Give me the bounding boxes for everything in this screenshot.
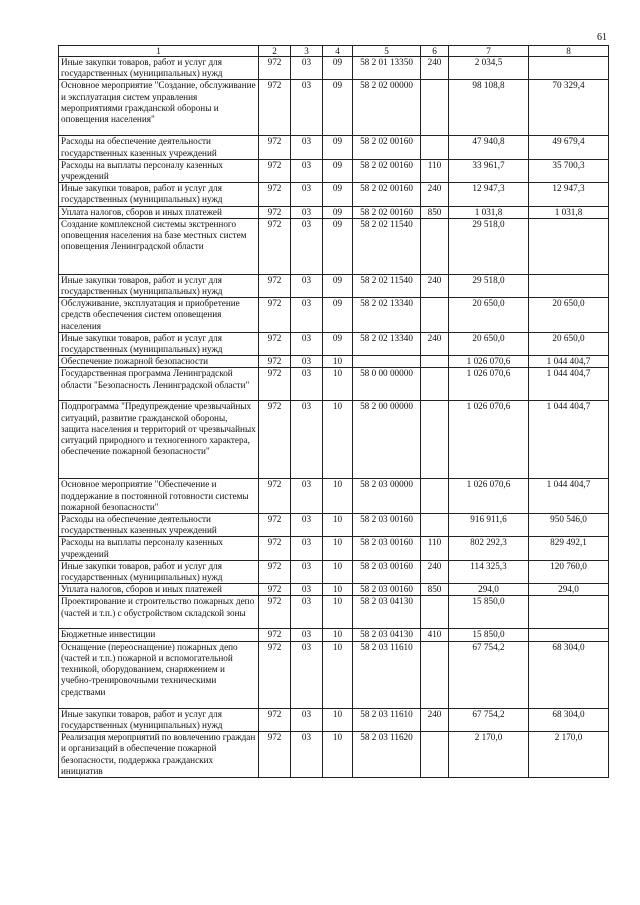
cell-ministry-code: 972	[259, 298, 291, 333]
cell-target-article: 58 2 02 13340	[353, 332, 421, 355]
cell-description: Оснащение (переоснащение) пожарных депо (частей и т.п.) пожарной и вспомогательной техникой, оборудованием, снаряжением и учебно-тренировочными техническими средствами	[59, 641, 259, 708]
cell-expense-type	[421, 732, 449, 778]
cell-amount-year-1: 1 026 070,6	[449, 356, 529, 368]
table-row	[59, 514, 609, 537]
cell-description: Реализация мероприятий по вовлечению граждан и организаций в обеспечение пожарной безопасности, поддержка гражданских инициатив	[59, 732, 259, 778]
cell-section: 03	[291, 218, 323, 274]
cell-expense-type: 850	[421, 206, 449, 218]
table-row	[59, 708, 609, 731]
cell-target-article: 58 2 02 00160	[353, 136, 421, 159]
cell-target-article: 58 2 02 00160	[353, 206, 421, 218]
table-row	[59, 641, 609, 708]
header-row	[59, 46, 609, 57]
cell-target-article: 58 2 03 00160	[353, 584, 421, 596]
cell-section: 03	[291, 596, 323, 629]
table-row	[59, 206, 609, 218]
cell-amount-year-1: 98 108,8	[449, 80, 529, 136]
cell-amount-year-2: 294,0	[529, 584, 609, 596]
cell-section: 03	[291, 537, 323, 560]
table-row	[59, 596, 609, 629]
table-row	[59, 218, 609, 274]
cell-amount-year-2: 2 170,0	[529, 732, 609, 778]
cell-amount-year-2: 1 031,8	[529, 206, 609, 218]
table-row	[59, 479, 609, 514]
cell-amount-year-1: 802 292,3	[449, 537, 529, 560]
cell-subsection: 10	[323, 537, 353, 560]
cell-amount-year-2: 1 044 404,7	[529, 356, 609, 368]
cell-ministry-code: 972	[259, 136, 291, 159]
cell-subsection: 09	[323, 183, 353, 206]
cell-subsection: 10	[323, 732, 353, 778]
cell-amount-year-2: 120 760,0	[529, 560, 609, 583]
cell-ministry-code: 972	[259, 332, 291, 355]
cell-target-article: 58 2 02 00160	[353, 183, 421, 206]
cell-ministry-code: 972	[259, 159, 291, 182]
cell-amount-year-2: 1 044 404,7	[529, 368, 609, 401]
cell-amount-year-1: 33 961,7	[449, 159, 529, 182]
cell-subsection: 09	[323, 218, 353, 274]
cell-ministry-code: 972	[259, 57, 291, 80]
table-row	[59, 356, 609, 368]
cell-amount-year-1: 294,0	[449, 584, 529, 596]
table-row	[59, 159, 609, 182]
cell-amount-year-1: 20 650,0	[449, 332, 529, 355]
cell-target-article: 58 2 03 00160	[353, 537, 421, 560]
cell-target-article	[353, 356, 421, 368]
cell-subsection: 09	[323, 298, 353, 333]
cell-subsection: 10	[323, 629, 353, 641]
cell-ministry-code: 972	[259, 708, 291, 731]
cell-expense-type	[421, 136, 449, 159]
cell-section: 03	[291, 206, 323, 218]
cell-target-article: 58 2 03 04130	[353, 596, 421, 629]
cell-target-article: 58 2 03 11610	[353, 641, 421, 708]
column-header: 2	[259, 46, 291, 57]
cell-description: Бюджетные инвестиции	[59, 629, 259, 641]
cell-expense-type	[421, 218, 449, 274]
cell-description: Обеспечение пожарной безопасности	[59, 356, 259, 368]
cell-section: 03	[291, 708, 323, 731]
cell-target-article: 58 0 00 00000	[353, 368, 421, 401]
cell-amount-year-1: 15 850,0	[449, 629, 529, 641]
cell-ministry-code: 972	[259, 274, 291, 297]
column-header: 3	[291, 46, 323, 57]
cell-section: 03	[291, 274, 323, 297]
cell-subsection: 10	[323, 560, 353, 583]
cell-expense-type	[421, 514, 449, 537]
cell-expense-type: 110	[421, 159, 449, 182]
cell-section: 03	[291, 584, 323, 596]
cell-expense-type: 240	[421, 274, 449, 297]
cell-ministry-code: 972	[259, 183, 291, 206]
cell-amount-year-2	[529, 629, 609, 641]
cell-section: 03	[291, 629, 323, 641]
cell-target-article: 58 2 00 00000	[353, 401, 421, 479]
cell-target-article: 58 2 03 11620	[353, 732, 421, 778]
cell-description: Основное мероприятие "Обеспечение и поддержание в постоянной готовности системы пожарной безопасности"	[59, 479, 259, 514]
cell-target-article: 58 2 02 13340	[353, 298, 421, 333]
cell-subsection: 09	[323, 206, 353, 218]
cell-description: Создание комплексной системы экстренного оповещения населения на базе местных систем оповещения Ленинградской области	[59, 218, 259, 274]
table-row	[59, 560, 609, 583]
cell-amount-year-1: 47 940,8	[449, 136, 529, 159]
cell-amount-year-1: 67 754,2	[449, 708, 529, 731]
cell-subsection: 10	[323, 368, 353, 401]
cell-description: Подпрограмма "Предупреждение чрезвычайных ситуаций, развитие гражданской обороны, защита населения и территорий от чрезвычайных ситуаций природного и техногенного характера, обеспечение пожарной безопасности"	[59, 401, 259, 479]
cell-subsection: 10	[323, 401, 353, 479]
cell-amount-year-2: 35 700,3	[529, 159, 609, 182]
cell-target-article: 58 2 02 00160	[353, 159, 421, 182]
cell-amount-year-2: 68 304,0	[529, 641, 609, 708]
cell-subsection: 10	[323, 641, 353, 708]
cell-description: Уплата налогов, сборов и иных платежей	[59, 584, 259, 596]
table-row	[59, 368, 609, 401]
cell-description: Расходы на обеспечение деятельности государственных казенных учреждений	[59, 136, 259, 159]
cell-subsection: 10	[323, 584, 353, 596]
cell-ministry-code: 972	[259, 537, 291, 560]
cell-expense-type	[421, 356, 449, 368]
cell-section: 03	[291, 560, 323, 583]
cell-target-article: 58 2 03 04130	[353, 629, 421, 641]
cell-target-article: 58 2 02 11540	[353, 274, 421, 297]
cell-amount-year-1: 67 754,2	[449, 641, 529, 708]
table-row	[59, 183, 609, 206]
cell-ministry-code: 972	[259, 641, 291, 708]
cell-amount-year-2: 12 947,3	[529, 183, 609, 206]
cell-amount-year-1: 20 650,0	[449, 298, 529, 333]
column-header: 4	[323, 46, 353, 57]
cell-subsection: 09	[323, 274, 353, 297]
page-number: 61	[597, 32, 607, 43]
cell-description: Обслуживание, эксплуатация и приобретение средств обеспечения систем оповещения населения	[59, 298, 259, 333]
cell-description: Проектирование и строительство пожарных депо (частей и т.п.) с обустройством складской зоны	[59, 596, 259, 629]
cell-section: 03	[291, 159, 323, 182]
cell-section: 03	[291, 332, 323, 355]
table-row	[59, 629, 609, 641]
cell-target-article: 58 2 02 00000	[353, 80, 421, 136]
cell-expense-type: 240	[421, 708, 449, 731]
cell-amount-year-1: 12 947,3	[449, 183, 529, 206]
cell-subsection: 10	[323, 514, 353, 537]
cell-description: Иные закупки товаров, работ и услуг для государственных (муниципальных) нужд	[59, 57, 259, 80]
cell-amount-year-1: 1 031,8	[449, 206, 529, 218]
table-row	[59, 298, 609, 333]
cell-amount-year-2: 1 044 404,7	[529, 479, 609, 514]
cell-ministry-code: 972	[259, 80, 291, 136]
cell-expense-type: 240	[421, 560, 449, 583]
cell-expense-type: 240	[421, 57, 449, 80]
cell-section: 03	[291, 356, 323, 368]
budget-table	[58, 45, 609, 778]
column-header: 7	[449, 46, 529, 57]
cell-expense-type	[421, 596, 449, 629]
column-header: 1	[59, 46, 259, 57]
cell-description: Уплата налогов, сборов и иных платежей	[59, 206, 259, 218]
cell-expense-type: 240	[421, 183, 449, 206]
cell-amount-year-2: 70 329,4	[529, 80, 609, 136]
cell-amount-year-2	[529, 218, 609, 274]
cell-amount-year-1: 2 170,0	[449, 732, 529, 778]
cell-description: Расходы на выплаты персоналу казенных учреждений	[59, 159, 259, 182]
cell-description: Иные закупки товаров, работ и услуг для государственных (муниципальных) нужд	[59, 560, 259, 583]
cell-section: 03	[291, 183, 323, 206]
cell-section: 03	[291, 732, 323, 778]
cell-description: Иные закупки товаров, работ и услуг для государственных (муниципальных) нужд	[59, 332, 259, 355]
cell-section: 03	[291, 136, 323, 159]
cell-expense-type	[421, 401, 449, 479]
cell-ministry-code: 972	[259, 206, 291, 218]
cell-amount-year-1: 916 911,6	[449, 514, 529, 537]
cell-expense-type	[421, 641, 449, 708]
cell-expense-type: 110	[421, 537, 449, 560]
table-row	[59, 332, 609, 355]
cell-target-article: 58 2 03 11610	[353, 708, 421, 731]
cell-amount-year-2: 1 044 404,7	[529, 401, 609, 479]
cell-section: 03	[291, 298, 323, 333]
table-row	[59, 584, 609, 596]
cell-ministry-code: 972	[259, 356, 291, 368]
cell-subsection: 10	[323, 596, 353, 629]
cell-amount-year-2: 49 679,4	[529, 136, 609, 159]
cell-amount-year-1: 29 518,0	[449, 274, 529, 297]
cell-subsection: 10	[323, 479, 353, 514]
cell-ministry-code: 972	[259, 514, 291, 537]
table-row	[59, 537, 609, 560]
cell-ministry-code: 972	[259, 732, 291, 778]
table-row	[59, 136, 609, 159]
cell-description: Государственная программа Ленинградской области "Безопасность Ленинградской области"	[59, 368, 259, 401]
cell-amount-year-1: 1 026 070,6	[449, 368, 529, 401]
cell-ministry-code: 972	[259, 629, 291, 641]
cell-ministry-code: 972	[259, 596, 291, 629]
cell-subsection: 09	[323, 136, 353, 159]
cell-expense-type	[421, 298, 449, 333]
cell-amount-year-1: 1 026 070,6	[449, 401, 529, 479]
cell-description: Основное мероприятие "Создание, обслуживание и эксплуатация систем управления мероприятиями гражданской обороны и оповещения населения"	[59, 80, 259, 136]
table-row	[59, 732, 609, 778]
cell-expense-type: 240	[421, 332, 449, 355]
cell-amount-year-2: 68 304,0	[529, 708, 609, 731]
cell-section: 03	[291, 57, 323, 80]
table-row	[59, 401, 609, 479]
cell-section: 03	[291, 401, 323, 479]
cell-amount-year-2: 950 546,0	[529, 514, 609, 537]
cell-ministry-code: 972	[259, 479, 291, 514]
cell-target-article: 58 2 01 13350	[353, 57, 421, 80]
cell-ministry-code: 972	[259, 218, 291, 274]
cell-subsection: 09	[323, 332, 353, 355]
cell-target-article: 58 2 03 00160	[353, 514, 421, 537]
cell-amount-year-2	[529, 274, 609, 297]
cell-subsection: 09	[323, 57, 353, 80]
cell-amount-year-1: 29 518,0	[449, 218, 529, 274]
cell-expense-type	[421, 368, 449, 401]
cell-description: Иные закупки товаров, работ и услуг для государственных (муниципальных) нужд	[59, 274, 259, 297]
cell-target-article: 58 2 03 00000	[353, 479, 421, 514]
cell-section: 03	[291, 368, 323, 401]
column-header: 8	[529, 46, 609, 57]
cell-amount-year-2	[529, 57, 609, 80]
cell-subsection: 10	[323, 708, 353, 731]
cell-amount-year-1: 1 026 070,6	[449, 479, 529, 514]
cell-description: Иные закупки товаров, работ и услуг для государственных (муниципальных) нужд	[59, 183, 259, 206]
cell-section: 03	[291, 641, 323, 708]
cell-amount-year-2: 829 492,1	[529, 537, 609, 560]
cell-section: 03	[291, 479, 323, 514]
cell-amount-year-2	[529, 596, 609, 629]
cell-subsection: 09	[323, 80, 353, 136]
cell-expense-type	[421, 80, 449, 136]
table-row	[59, 57, 609, 80]
cell-target-article: 58 2 03 00160	[353, 560, 421, 583]
cell-section: 03	[291, 514, 323, 537]
cell-subsection: 09	[323, 159, 353, 182]
cell-amount-year-2: 20 650,0	[529, 298, 609, 333]
cell-section: 03	[291, 80, 323, 136]
cell-ministry-code: 972	[259, 584, 291, 596]
cell-description: Расходы на выплаты персоналу казенных учреждений	[59, 537, 259, 560]
cell-subsection: 10	[323, 356, 353, 368]
column-header: 6	[421, 46, 449, 57]
cell-ministry-code: 972	[259, 368, 291, 401]
cell-amount-year-1: 114 325,3	[449, 560, 529, 583]
table-row	[59, 274, 609, 297]
cell-expense-type: 410	[421, 629, 449, 641]
cell-ministry-code: 972	[259, 401, 291, 479]
cell-ministry-code: 972	[259, 560, 291, 583]
cell-expense-type	[421, 479, 449, 514]
cell-description: Расходы на обеспечение деятельности государственных казенных учреждений	[59, 514, 259, 537]
cell-amount-year-2: 20 650,0	[529, 332, 609, 355]
cell-target-article: 58 2 02 11540	[353, 218, 421, 274]
cell-expense-type: 850	[421, 584, 449, 596]
cell-amount-year-1: 2 034,5	[449, 57, 529, 80]
table-row	[59, 80, 609, 136]
cell-amount-year-1: 15 850,0	[449, 596, 529, 629]
column-header: 5	[353, 46, 421, 57]
cell-description: Иные закупки товаров, работ и услуг для государственных (муниципальных) нужд	[59, 708, 259, 731]
